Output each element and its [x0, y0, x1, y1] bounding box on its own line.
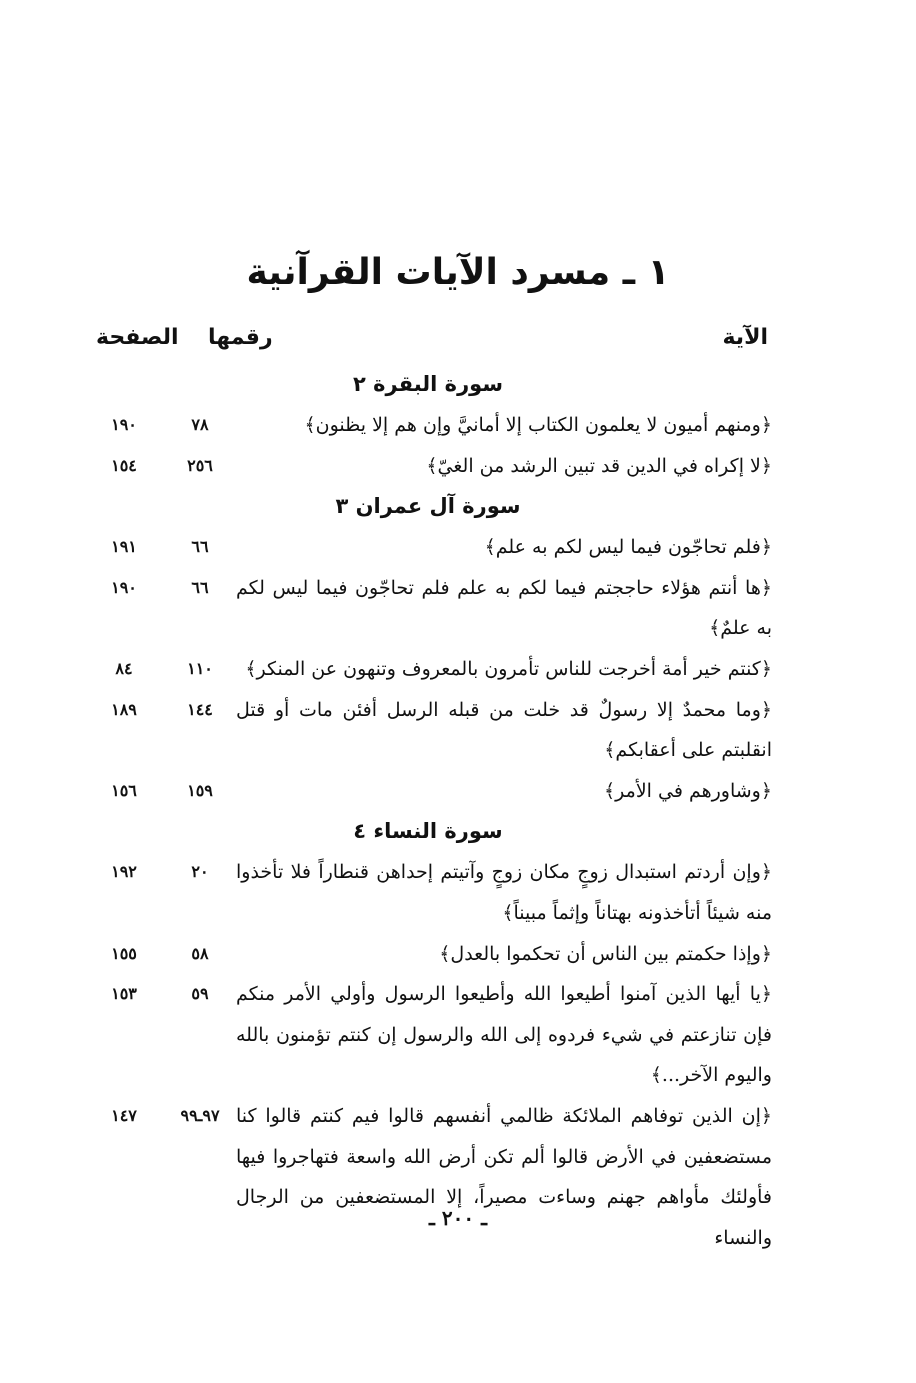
page-number: ١٩٠ [111, 415, 137, 434]
page-number: ١٥٥ [111, 943, 137, 963]
ayah-text: ﴿لا إكراه في الدين قد تبين الرشد من الغيّ﴾ [426, 454, 772, 477]
ayah-text: ﴿وإذا حكمتم بين الناس أن تحكموا بالعدل﴾ [439, 942, 772, 965]
page-number: ١٥٣ [111, 984, 137, 1004]
ayah-number: ١٥٩ [187, 780, 213, 800]
page-number: ١٨٩ [111, 699, 137, 719]
page-number: ١٩٢ [111, 862, 137, 882]
table-row [0, 934, 916, 975]
page-number: ١٩١ [111, 537, 137, 557]
table-row [0, 690, 916, 771]
page-number: ٨٤ [115, 658, 133, 678]
table-row [0, 568, 916, 649]
ayah-number: ٥٩ [191, 984, 209, 1004]
page-number: ١٥٤ [111, 455, 137, 475]
page-number: ١٥٦ [111, 780, 137, 800]
table-row [0, 771, 916, 812]
table-row [0, 649, 916, 690]
column-header-number: رقمها [208, 325, 273, 350]
index-body [0, 364, 916, 1258]
ayah-text: ﴿فلم تحاجّون فيما ليس لكم به علم﴾ [484, 536, 772, 559]
page-number-footer: ـ ٢٠٠ ـ [429, 1206, 487, 1230]
table-row [0, 405, 916, 446]
ayah-number: ٢٥٦ [187, 455, 213, 475]
ayah-number: ٧٨ [191, 415, 209, 434]
surah-heading-baqara: سورة البقرة ٢ [353, 372, 503, 396]
ayah-number: ١٤٤ [187, 699, 213, 719]
ayah-text: ﴿وشاورهم في الأمر﴾ [604, 779, 772, 802]
page-number: ١٩٠ [111, 577, 137, 597]
table-row [0, 852, 916, 933]
ayah-text: ﴿وما محمدٌ إلا رسولٌ قد خلت من قبله الرسل أفئن مات أو قتل انقلبتم على أعقابكم﴾ [236, 698, 772, 762]
ayah-text: ﴿كنتم خير أمة أخرجت للناس تأمرون بالمعروف وتنهون عن المنكر﴾ [245, 657, 772, 680]
column-header-ayah: الآية [722, 325, 768, 350]
ayah-number: ٢٠ [191, 862, 209, 882]
page-number: ١٤٧ [111, 1105, 137, 1125]
page-title: ١ ـ مسرد الآيات القرآنية [246, 252, 670, 293]
ayah-text: ﴿وإن أردتم استبدال زوجٍ مكان زوجٍ وآتيتم إحداهن قنطاراً فلا تأخذوا منه شيئاً أتأخذونه بهتاناً وإثماً مبيناً﴾ [236, 861, 772, 924]
ayah-number: ١١٠ [187, 658, 213, 678]
ayah-number: ٥٨ [191, 943, 209, 963]
ayah-text: ﴿إن الذين توفاهم الملائكة ظالمي أنفسهم قالوا فيم كنتم قالوا كنا مستضعفين في الأرض قالوا ألم تكن أرض الله واسعة فتهاجروا فيها فأولئك مأواهم جهنم وساءت مصيراً، إلا المستضعفين من الرجال والنساء [236, 1104, 772, 1249]
ayah-text: ﴿ومنهم أميون لا يعلمون الكتاب إلا أمانيَّ وإن هم إلا يظنون﴾ [304, 414, 772, 436]
table-row [0, 974, 916, 1096]
ayah-text: ﴿ها أنتم هؤلاء حاججتم فيما لكم به علم فلم تحاجّون فيما ليس لكم به علمٌ﴾ [236, 576, 772, 640]
table-row [0, 527, 916, 568]
ayah-text: ﴿يا أيها الذين آمنوا أطيعوا الله وأطيعوا الرسول وأولي الأمر منكم فإن تنازعتم في شيء فردوه إلى الله والرسول إن كنتم تؤمنون بالله واليوم الآخر...﴾ [236, 983, 772, 1087]
table-row [0, 446, 916, 487]
surah-heading-al-imran: سورة آل عمران ٣ [335, 494, 521, 519]
ayah-number: ٦٦ [191, 577, 209, 597]
surah-heading-nisa: سورة النساء ٤ [353, 819, 503, 844]
ayah-number: ٩٧ـ٩٩ [180, 1105, 220, 1125]
ayah-number: ٦٦ [191, 537, 209, 557]
column-header-page: الصفحة [96, 325, 179, 350]
